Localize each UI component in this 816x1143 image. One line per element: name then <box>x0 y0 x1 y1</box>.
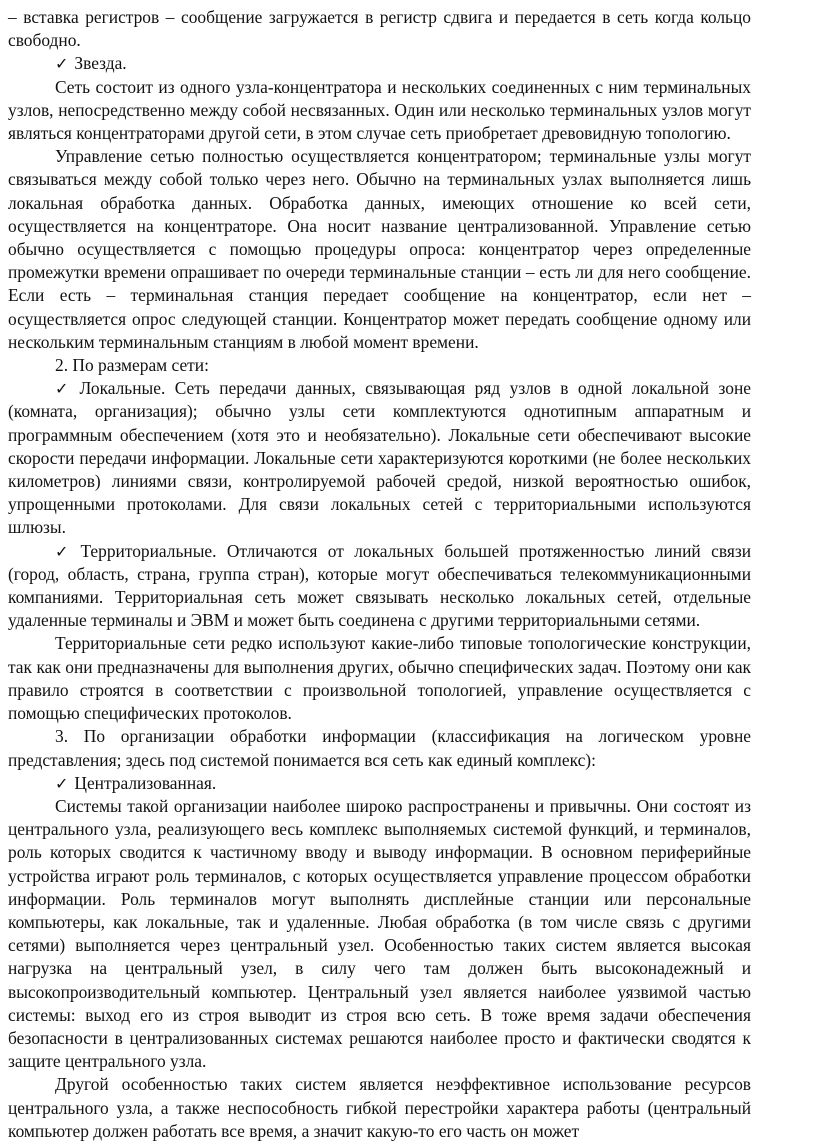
paragraph-text: 2. По размерам сети: <box>55 355 209 376</box>
paragraph-text: Централизованная. <box>74 772 217 793</box>
paragraph-star-management <box>8 145 751 354</box>
paragraph-text: Территориальные сети редко используют какие-либо типовые топологические конструкции, так как они предназначены для выполнения других, обычно специфических задач. Поэтому они как правило строятся в соответствии с произвольной топологией, управление осуществляется с помощью специфических протоколов. <box>8 633 751 724</box>
paragraph-processing-heading <box>8 725 751 771</box>
paragraph-text: – вставка регистров – сообщение загружается в регистр сдвига и передается в сеть когда кольцо свободно. <box>8 7 751 51</box>
checkmark-icon: ✓ <box>55 773 69 793</box>
paragraph-centralized-description <box>8 795 751 1073</box>
paragraph-text: Сеть состоит из одного узла-концентратора и нескольких соединенных с ним терминальных узлов, непосредственно между собой несвязанных. Один или несколько терминальных узлов могут являться концентраторами другой сети, в этом случае сеть приобретает древовидную топологию. <box>8 76 751 144</box>
paragraph-ring-insertion <box>8 6 751 52</box>
paragraph-star-heading <box>8 52 751 75</box>
paragraph-text: Звезда. <box>74 53 127 74</box>
paragraph-star-description <box>8 76 751 146</box>
paragraph-centralized-heading <box>8 772 751 795</box>
checkmark-icon: ✓ <box>55 379 74 399</box>
paragraph-local-networks <box>8 377 751 539</box>
paragraph-text: Системы такой организации наиболее широко распространены и привычны. Они состоят из центрального узла, реализующего весь комплекс выполняемых системой функций, и терминалов, роль которых сводится к частичному вводу и выводу информации. В основном периферийные устройства играют роль терминалов, с которых осуществляется управление процессом обработки информации. Роль терминалов могут выполнять дисплейные станции или персональные компьютеры, как локальные, так и удаленные. Любая обработка (в том числе связь с другими сетями) выполняется через центральный узел. Особенностью таких систем является высокая нагрузка на центральный узел, в силу чего там должен быть высоконадежный и высокопроизводительный компьютер. Центральный узел является наиболее уязвимой частью системы: выход его из строя выводит из строя всю сеть. В тоже время задачи обеспечения безопасности в централизованных системах решаются наиболее просто и фактически сводятся к защите центрального узла. <box>8 795 751 1072</box>
paragraph-territorial-topology <box>8 632 751 725</box>
checkmark-icon: ✓ <box>55 541 75 561</box>
document-page <box>8 6 751 1143</box>
paragraph-text: Управление сетью полностью осуществляется концентратором; терминальные узлы могут связываться между собой только через него. Обычно на терминальных узлах выполняется лишь локальная обработка данных. Обработка данных, имеющих отношение ко всей сети, осуществляется на концентраторе. Она носит название централизованной. Управление сетью обычно осуществляется с помощью процедуры опроса: концентратор через определенные промежутки времени опрашивает по очереди терминальные станции – есть ли для него сообщение. Если есть – терминальная станция передает сообщение на концентратор, если нет – осуществляется опрос следующей станции. Концентратор может передать сообщение одному или нескольким терминальным станциям в любой момент времени. <box>8 146 751 352</box>
paragraph-centralized-drawbacks <box>8 1073 751 1143</box>
paragraph-text: Другой особенностью таких систем является неэффективное использование ресурсов центрального узла, а также неспособность гибкой перестройки характера работы (центральный компьютер должен работать все время, а значит какую-то его часть он может <box>8 1074 751 1141</box>
paragraph-text: Локальные. Сеть передачи данных, связывающая ряд узлов в одной локальной зоне (комната, организация); обычно узлы сети комплектуются однотипным аппаратным и программным обеспечением (хотя это и необязательно). Локальные сети обеспечивают высокие скорости передачи информации. Локальные сети характеризуются короткими (не более нескольких километров) линиями связи, контролируемой рабочей средой, низкой вероятностью ошибок, упрощенными протоколами. Для связи локальных сетей с территориальными используются шлюзы. <box>8 378 752 538</box>
paragraph-text: Территориальные. Отличаются от локальных большей протяженностью линий связи (город, область, страна, группа стран), которые могут обеспечиваться телекоммуникационными компаниями. Территориальная сеть может связывать несколько локальных сетей, отдельные удаленные терминалы и ЭВМ и может быть соединена с другими территориальными сетями. <box>8 540 752 631</box>
paragraph-text: 3. По организации обработки информации (классификация на логическом уровне представления; здесь под системой понимается вся сеть как единый комплекс): <box>8 726 751 770</box>
paragraph-size-heading <box>8 354 751 377</box>
checkmark-icon: ✓ <box>55 54 69 74</box>
paragraph-territorial-networks <box>8 540 751 633</box>
